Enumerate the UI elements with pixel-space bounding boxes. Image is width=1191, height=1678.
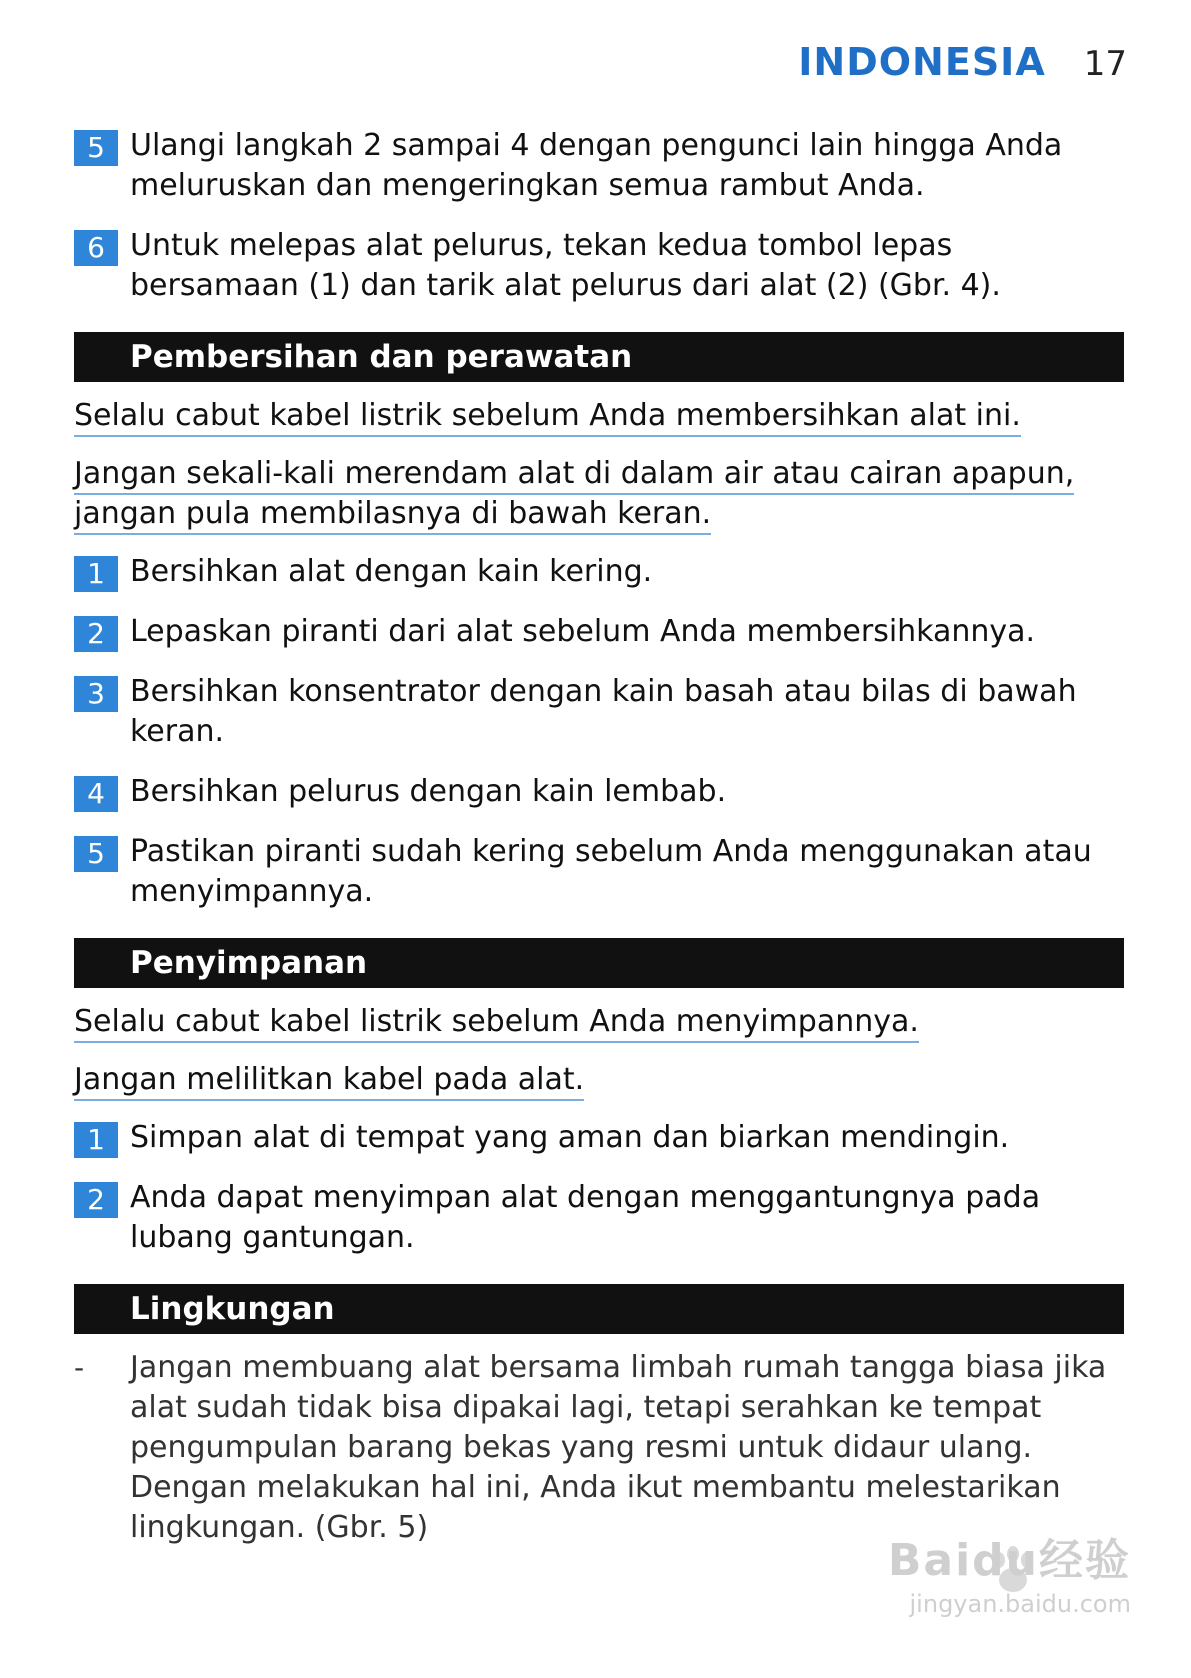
watermark — [888, 1524, 1131, 1618]
step-number: 2 — [74, 1182, 118, 1218]
step-number: 4 — [74, 776, 118, 812]
section-heading-storage: Penyimpanan — [74, 938, 1124, 988]
step-text: Lepaskan piranti dari alat sebelum Anda membersihkannya. — [130, 614, 1036, 649]
manual-content — [74, 126, 1124, 1548]
step-item — [74, 672, 1124, 752]
step-item — [74, 1118, 1124, 1158]
step-item — [74, 1178, 1124, 1258]
page-number: 17 — [1083, 44, 1127, 84]
step-text: Ulangi langkah 2 sampai 4 dengan pengunci lain hingga Anda meluruskan dan mengeringkan semua rambut Anda. — [130, 128, 1063, 203]
bullet-item — [74, 1348, 1124, 1548]
step-number: 1 — [74, 556, 118, 592]
step-number: 1 — [74, 1122, 118, 1158]
step-text: Bersihkan konsentrator dengan kain basah atau bilas di bawah keran. — [130, 674, 1077, 749]
watermark-brand: Baidu经验 — [887, 1535, 1131, 1586]
step-item — [74, 126, 1124, 206]
step-item — [74, 226, 1124, 306]
step-item — [74, 552, 1124, 592]
step-text: Untuk melepas alat pelurus, tekan kedua tombol lepas bersamaan (1) dan tarik alat pelurus dari alat (2) (Gbr. 4). — [130, 228, 1001, 303]
watermark-url: jingyan.baidu.com — [909, 1590, 1131, 1618]
step-item — [74, 772, 1124, 812]
step-text: Pastikan piranti sudah kering sebelum Anda menggunakan atau menyimpannya. — [130, 834, 1092, 909]
section-heading-cleaning: Pembersihan dan perawatan — [74, 332, 1124, 382]
bullet-marker: - — [74, 1351, 85, 1384]
page-header — [798, 40, 1127, 84]
step-item — [74, 832, 1124, 912]
warning-text: Jangan sekali-kali merendam alat di dalam air atau cairan apapun, jangan pula membilasnya di bawah keran. — [74, 454, 1124, 534]
step-number: 3 — [74, 676, 118, 712]
step-item — [74, 612, 1124, 652]
warning-text: Jangan melilitkan kabel pada alat. — [74, 1060, 1124, 1100]
step-number: 2 — [74, 616, 118, 652]
bullet-text: Jangan membuang alat bersama limbah rumah tangga biasa jika alat sudah tidak bisa dipakai lagi, tetapi serahkan ke tempat pengumpulan barang bekas yang resmi untuk didaur ulang. Dengan melakukan hal ini, Anda ikut membantu melestarikan lingkungan. (Gbr. 5) — [130, 1350, 1107, 1545]
step-text: Simpan alat di tempat yang aman dan biarkan mendingin. — [130, 1120, 1010, 1155]
step-number: 5 — [74, 130, 118, 166]
step-text: Bersihkan alat dengan kain kering. — [130, 554, 653, 589]
step-text: Bersihkan pelurus dengan kain lembab. — [130, 774, 727, 809]
section-heading-environment: Lingkungan — [74, 1284, 1124, 1334]
step-text: Anda dapat menyimpan alat dengan menggantungnya pada lubang gantungan. — [130, 1180, 1041, 1255]
step-number: 5 — [74, 836, 118, 872]
warning-text: Selalu cabut kabel listrik sebelum Anda membersihkan alat ini. — [74, 396, 1124, 436]
warning-text: Selalu cabut kabel listrik sebelum Anda menyimpannya. — [74, 1002, 1124, 1042]
step-number: 6 — [74, 230, 118, 266]
language-label: INDONESIA — [798, 40, 1046, 84]
